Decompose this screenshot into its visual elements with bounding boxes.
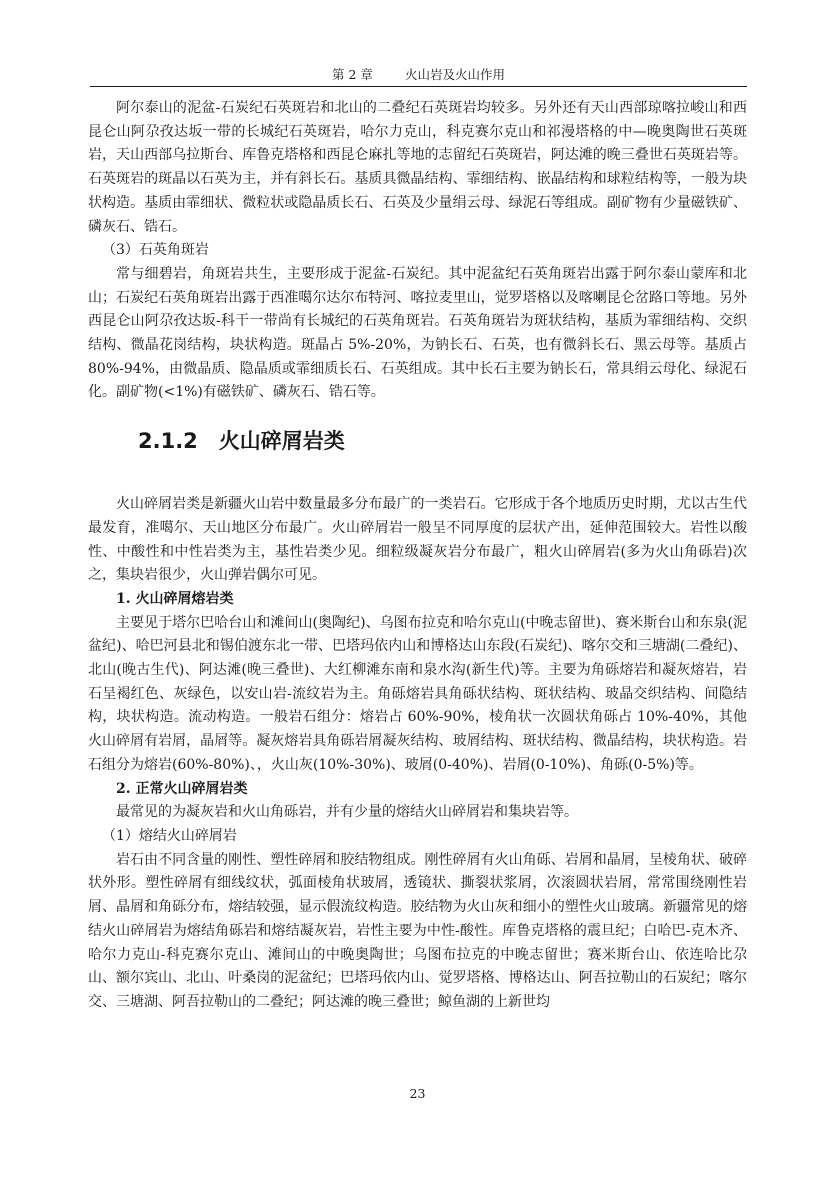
- paragraph-quartz-keratophyre: 常与细碧岩，角斑岩共生，主要形成于泥盆-石炭纪。其中泥盆纪石英角斑岩出露于阿尔泰山蒙库和北山；石炭纪石英角斑岩出露于西准噶尔达尔布特河、喀拉麦里山，觉罗塔格以及喀喇昆仑岔路口等地。另外西昆仑山阿尕孜达坂-科干一带尚有长城纪的石英角斑岩。石英角斑岩为斑状结构，基质为霏细结构、交织结构、微晶花岗结构，块状构造。斑晶占 5%-20%，为钠长石、石英，也有微斜长石、黑云母等。基质占 80%-94%，由微晶质、隐晶质或霏细质长石、石英组成。其中长石主要为钠长石，常具绢云母化、绿泥石化。副矿物(<1%)有磁铁矿、磷灰石、锆石等。: [88, 265, 747, 401]
- subsection-title-quartz-keratophyre: （3）石英角斑岩: [102, 242, 209, 259]
- heading-normal-pyroclastic: 2. 正常火山碎屑岩类: [116, 780, 248, 797]
- page-number: 23: [409, 1086, 426, 1101]
- paragraph-normal-pyroclastic: 最常见的为凝灰岩和火山角砾岩，并有少量的熔结火山碎屑岩和集块岩等。: [116, 804, 578, 821]
- paragraph-pyroclastic-lava: 主要见于塔尔巴哈台山和滩间山(奥陶纪)、乌图布拉克和哈尔克山(中晚志留世)、赛米斯台山和东泉(泥盆纪)、哈巴河县北和锡伯渡东北一带、巴塔玛依内山和博格达山东段(石炭纪)、喀尔交和三塘湖(二叠纪)、北山(晚古生代)、阿达滩(晚三叠世)、大红柳滩东南和泉水沟(新生代)等。主要为角砾熔岩和凝灰熔岩，岩石呈褐红色、灰绿色，以安山岩-流纹岩为主。角砾熔岩具角砾状结构、斑状结构、玻晶交织结构、间隐结构，块状构造。流动构造。一般岩石组分：熔岩占 60%-90%，棱角状一次圆状角砾占 10%-40%，其他火山碎屑有岩屑，晶屑等。凝灰熔岩具角砾岩屑凝灰结构、玻屑结构、斑状结构、微晶结构，块状构造。岩石组分为熔岩(60%-80%)、，火山灰(10%-30%)、玻屑(0-40%)、岩屑(0-10%)、角砾(0-5%)等。: [88, 614, 747, 773]
- running-header: [90, 64, 747, 87]
- body-text: [88, 97, 747, 1015]
- chapter-number: 第 2 章: [332, 67, 373, 82]
- paragraph-welded: 岩石由不同含量的刚性、塑性碎屑和胶结物组成。刚性碎屑有火山角砾、岩屑和晶屑，呈棱角状、破碎状外形。塑性碎屑有细线纹状，弧面棱角状玻屑，透镜状、撕裂状浆屑，次滚圆状岩屑，常常围绕刚性岩屑、晶屑和角砾分布，熔结较强，显示假流纹构造。胶结物为火山灰和细小的塑性火山玻璃。新疆常见的熔结火山碎屑岩为熔结角砾岩和熔结凝灰岩，岩性主要为中性-酸性。库鲁克塔格的震旦纪；白哈巴-克木齐、哈尔力克山-科克赛尔克山、滩间山的中晚奥陶世；乌图布拉克的中晚志留世；赛米斯台山、依连哈比尕山、额尔宾山、北山、叶桑岗的泥盆纪；巴塔玛依内山、觉罗塔格、博格达山、阿吾拉勒山的石炭纪；喀尔交、三塘湖、阿吾拉勒山的二叠纪；阿达滩的晚三叠世；鲸鱼湖的上新世均: [88, 851, 747, 1010]
- paragraph-quartz-porphyry: 阿尔泰山的泥盆-石炭纪石英斑岩和北山的二叠纪石英斑岩均较多。另外还有天山西部琼喀拉峻山和西昆仑山阿尕孜达坂一带的长城纪石英斑岩，哈尔力克山，科克赛尔克山和祁漫塔格的中—晚奥陶世石英斑岩，天山西部乌拉斯台、库鲁克塔格和西昆仑麻扎等地的志留纪石英斑岩，阿达滩的晚三叠世石英斑岩等。石英斑岩的斑晶以石英为主，并有斜长石。基质具微晶结构、霏细结构、嵌晶结构和球粒结构等，一般为块状构造。基质由霏细状、微粒状或隐晶质长石、石英及少量绢云母、绿泥石等组成。副矿物有少量磁铁矿、磷灰石、锆石。: [88, 100, 747, 235]
- heading-pyroclastic-lava: 1. 火山碎屑熔岩类: [116, 590, 234, 607]
- chapter-title: 火山岩及火山作用: [404, 67, 505, 82]
- subsection-title-welded: （1）熔结火山碎屑岩: [102, 827, 237, 844]
- section-heading: 2.1.2 火山碎屑岩类: [138, 429, 345, 454]
- paragraph-pyroclastic-intro: 火山碎屑岩类是新疆火山岩中数量最多分布最广的一类岩石。它形成于各个地质历史时期，尤以古生代最发育，准噶尔、天山地区分布最广。火山碎屑岩一般呈不同厚度的层状产出，延伸范围较大。岩性以酸性、中酸性和中性岩类为主，基性岩类少见。细粒级凝灰岩分布最广，粗火山碎屑岩(多为火山角砾岩)次之，集块岩很少，火山弹岩偶尔可见。: [88, 496, 747, 584]
